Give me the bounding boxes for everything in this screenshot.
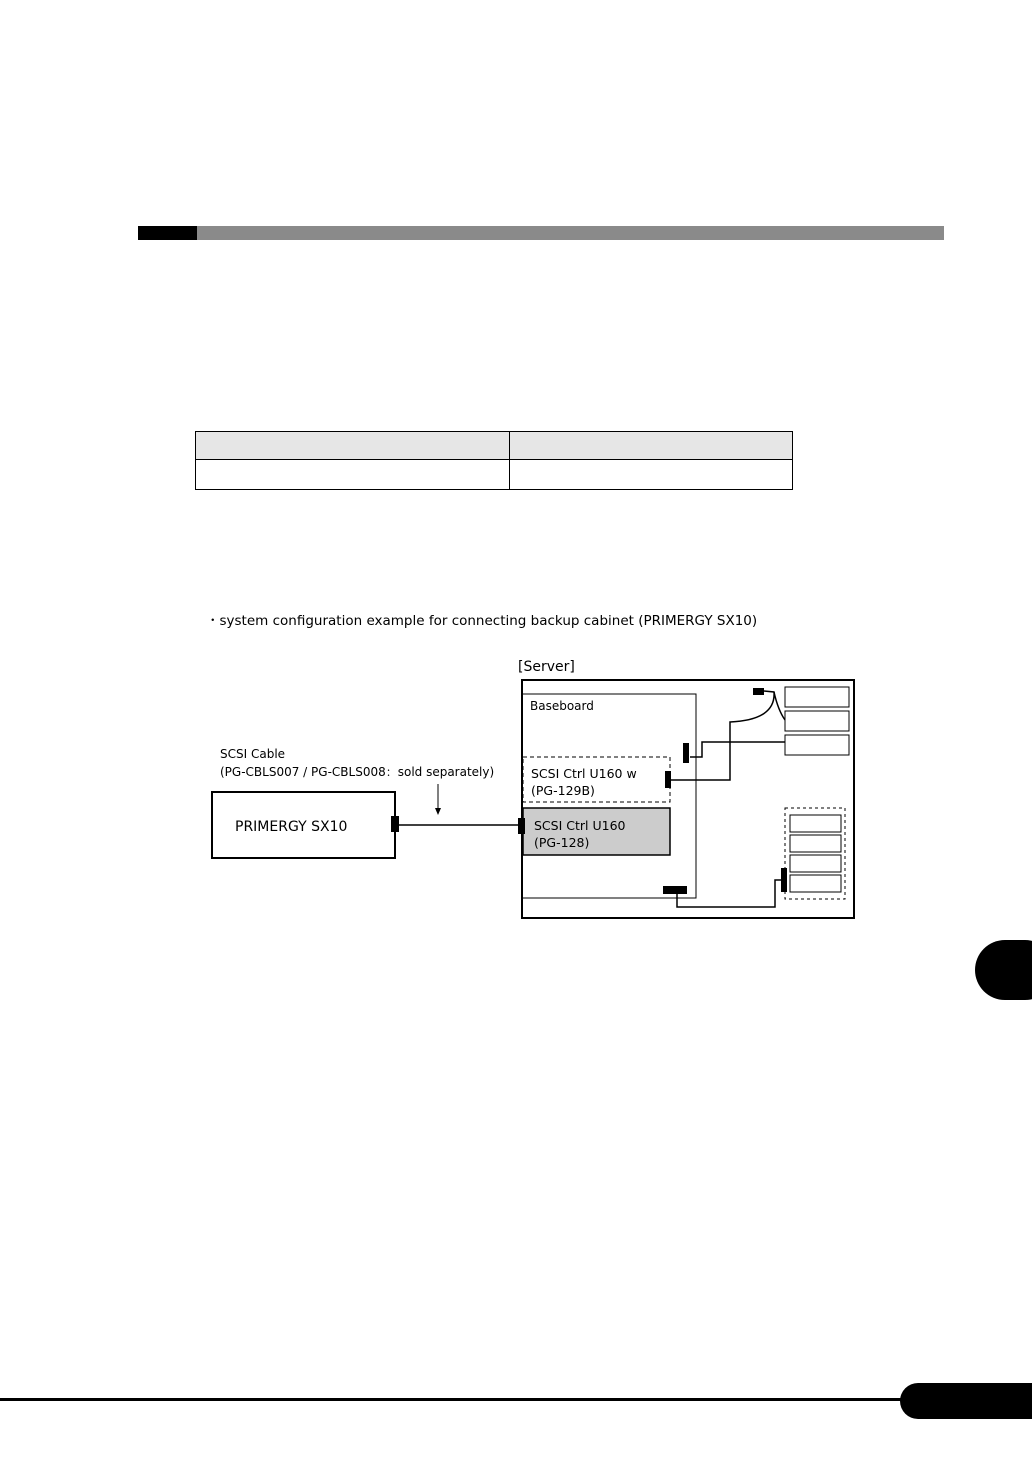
- scsi-ctrl-w-model: (PG-129B): [531, 783, 595, 798]
- server-title: [Server]: [518, 659, 575, 675]
- pointer-arrowhead: [435, 808, 441, 815]
- figure-caption: ・system configuration example for connecting backup cabinet (PRIMERGY SX10): [206, 613, 758, 629]
- footer-rule: [0, 1398, 910, 1401]
- connector: [781, 868, 787, 892]
- connector: [391, 816, 399, 832]
- scsi-ctrl-label: SCSI Ctrl U160: [534, 818, 626, 833]
- connector: [753, 688, 764, 695]
- hdd-bay: [790, 855, 841, 872]
- scsi-ctrl-w-label: SCSI Ctrl U160 w: [531, 766, 637, 781]
- connector: [663, 886, 687, 894]
- scsi-ctrl-model: (PG-128): [534, 835, 590, 850]
- cable-label: SCSI Cable: [220, 747, 286, 761]
- drive-bay: [785, 735, 849, 755]
- connector: [665, 771, 671, 788]
- cable-model-label: (PG-CBLS007 / PG-CBLS008：sold separately): [220, 765, 495, 779]
- drive-bay: [785, 711, 849, 731]
- hdd-bay: [790, 835, 841, 852]
- page-number-badge: [900, 1383, 1032, 1419]
- connector: [683, 743, 689, 763]
- drive-bay: [785, 687, 849, 707]
- connector: [518, 818, 525, 834]
- sx10-label: PRIMERGY SX10: [235, 819, 348, 835]
- baseboard-label: Baseboard: [530, 699, 594, 713]
- hdd-bay: [790, 875, 841, 892]
- hdd-bay: [790, 815, 841, 832]
- chapter-tab: [975, 940, 1032, 1000]
